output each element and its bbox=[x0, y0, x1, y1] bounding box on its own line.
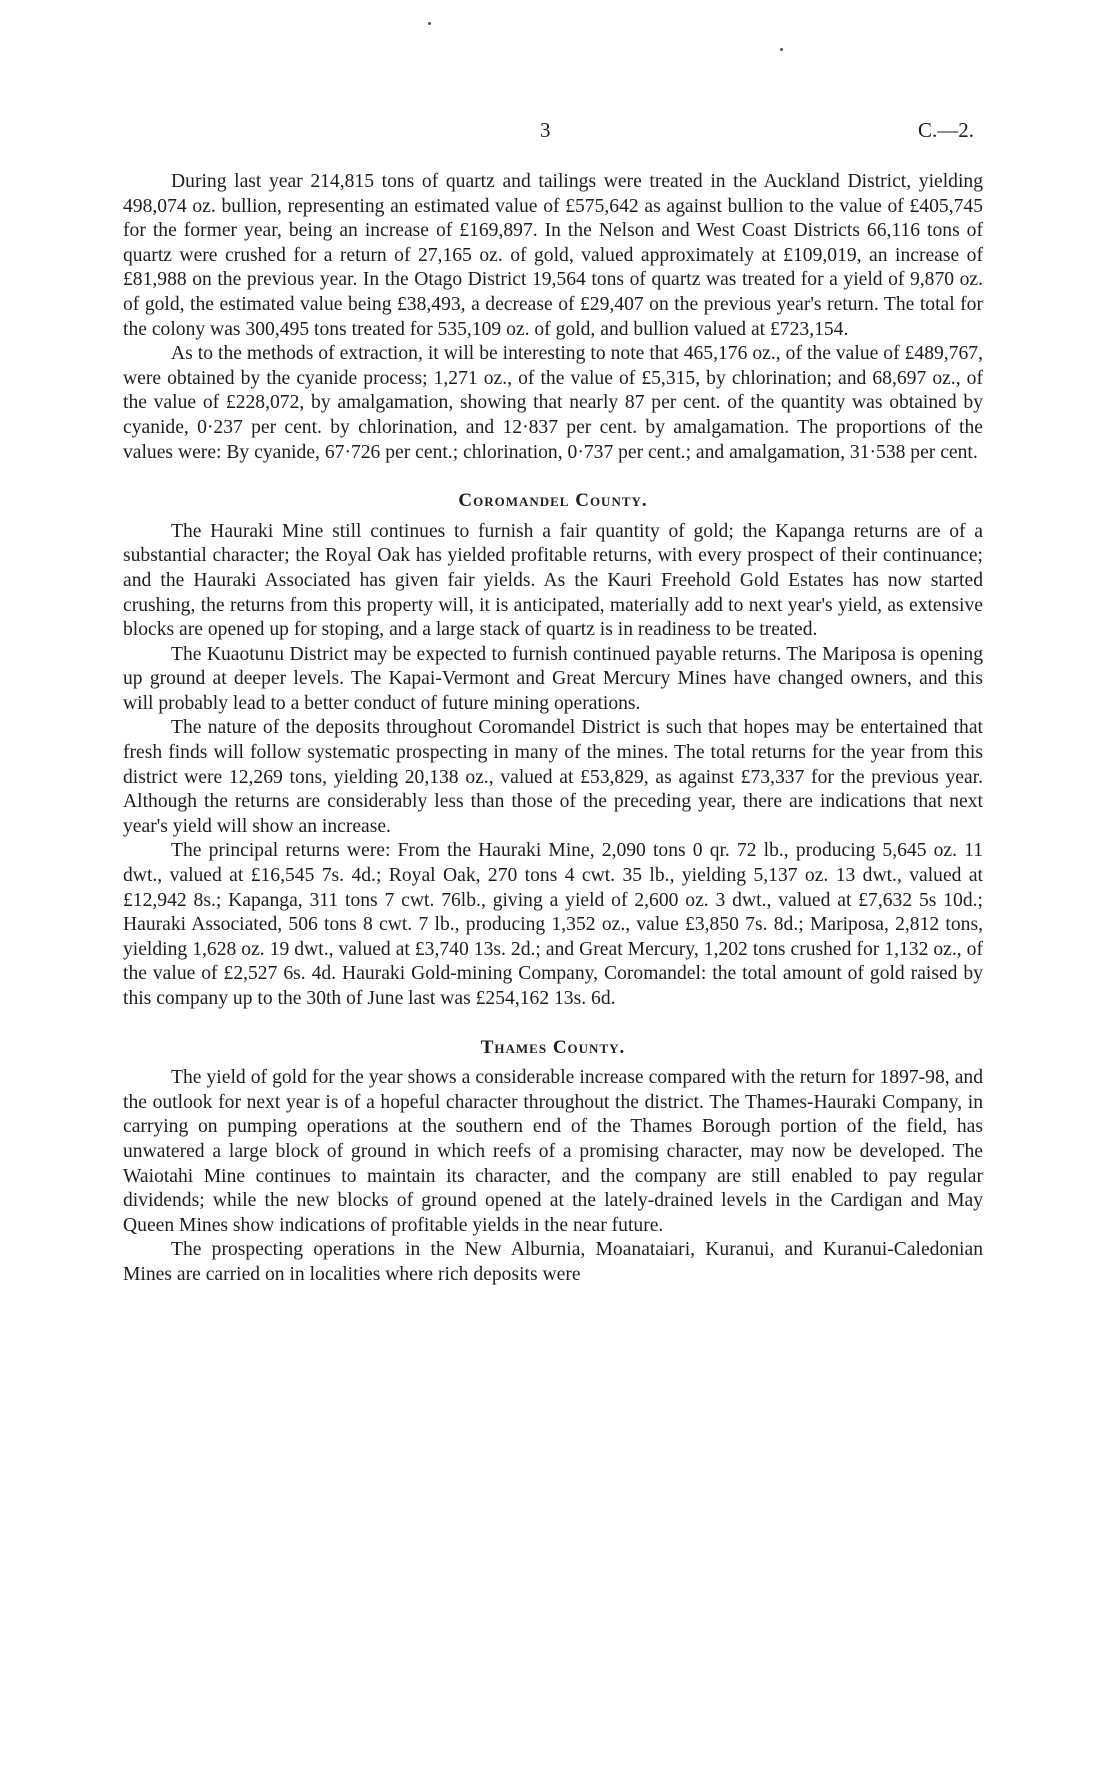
intro-paragraph-1: During last year 214,815 tons of quartz and tailings were treated in the Auckland District, yielding 498,074 oz. bullion, representing an estimated value of £575,642 as against bullion to the value of £405,745 for the former year, being an increase of £169,897. In the Nelson and West Coast Districts 66,116 tons of quartz were crushed for a return of 27,165 oz. of gold, valued approximately at £109,019, an increase of £81,988 on the previous year. In the Otago District 19,564 tons of quartz was treated for a yield of 9,870 oz. of gold, the estimated value being £38,493, a decrease of £29,407 on the previous year's return. The total for the colony was 300,495 tons treated for 535,109 oz. of gold, and bullion valued at £723,154. bbox=[123, 171, 983, 340]
intro-paragraph-2: As to the methods of extraction, it will be interesting to note that 465,176 oz., of the value of £489,767, were obtained by the cyanide process; 1,271 oz., of the value of £5,315, by chlorination; and 68,697 oz., of the value of £228,072, by amalgamation, showing that nearly 87 per cent. of the quantity was obtained by cyanide, 0·237 per cent. by chlorination, and 12·837 per cent. by amalgamation. The proportions of the values were: By cyanide, 67·726 per cent.; chlorination, 0·737 per cent.; and amalgamation, 31·538 per cent. bbox=[123, 343, 983, 463]
page-header bbox=[0, 118, 1114, 148]
document-reference: C.—2. bbox=[917, 118, 974, 142]
page-number: 3 bbox=[540, 118, 551, 142]
scan-speck bbox=[780, 48, 783, 51]
coromandel-paragraph-1: The Hauraki Mine still continues to furnish a fair quantity of gold; the Kapanga returns are of a substantial character; the Royal Oak has yielded profitable returns, with every prospect of their continuance; and the Hauraki Associated has given fair yields. As the Kauri Freehold Gold Estates has now started crushing, the returns from this property will, it is anticipated, materially add to next year's yield, as extensive blocks are opened up for stoping, and a large stack of quartz is in readiness to be treated. bbox=[123, 520, 983, 641]
coromandel-heading: Coromandel County. bbox=[458, 490, 648, 512]
coromandel-paragraph-4: The principal returns were: From the Hauraki Mine, 2,090 tons 0 qr. 72 lb., producing 5,645 oz. 11 dwt., valued at £16,545 7s. 4d.; Royal Oak, 270 tons 4 cwt. 35 lb., yielding 5,137 oz. 13 dwt., valued at £12,942 8s.; Kapanga, 311 tons 7 cwt. 76lb., giving a yield of 2,600 oz. 3 dwt., valued at £7,632 5s 10d.; Hauraki Associated, 506 tons 8 cwt. 7 lb., producing 1,352 oz., value £3,850 7s. 8d.; Mariposa, 2,812 tons, yielding 1,628 oz. 19 dwt., valued at £3,740 13s. 2d.; and Great Mercury, 1,202 tons crushed for 1,132 oz., of the value of £2,527 6s. 4d. Hauraki Gold-mining Company, Coromandel: the total amount of gold raised by this company up to the 30th of June last was £254,162 13s. 6d. bbox=[123, 840, 983, 1009]
body-text bbox=[123, 170, 983, 1288]
scan-speck bbox=[428, 22, 431, 25]
thames-paragraph-2: The prospecting operations in the New Alburnia, Moanataiari, Kuranui, and Kuranui-Caledonian Mines are carried on in localities where rich deposits were bbox=[123, 1239, 983, 1285]
thames-heading: Thames County. bbox=[480, 1036, 626, 1058]
coromandel-paragraph-3: The nature of the deposits throughout Coromandel District is such that hopes may be entertained that fresh finds will follow systematic prospecting in many of the mines. The total returns for the year from this district were 12,269 tons, yielding 20,138 oz., valued at £53,829, as against £73,337 for the previous year. Although the returns are considerably less than those of the preceding year, there are indications that next year's yield will show an increase. bbox=[123, 717, 983, 837]
coromandel-paragraph-2: The Kuaotunu District may be expected to furnish continued payable returns. The Mariposa is opening up ground at deeper levels. The Kapai-Vermont and Great Mercury Mines have changed owners, and this will probably lead to a better conduct of future mining operations. bbox=[123, 643, 983, 714]
thames-paragraph-1: The yield of gold for the year shows a considerable increase compared with the return for 1897-98, and the outlook for next year is of a hopeful character throughout the district. The Thames-Hauraki Company, in carrying on pumping operations at the southern end of the Thames Borough portion of the field, has unwatered a large block of ground in which reefs of a promising character, may now be developed. The Waiotahi Mine continues to maintain its character, and the company are still enabled to pay regular dividends; while the new blocks of ground opened at the lately-drained levels in the Cardigan and May Queen Mines show indications of profitable yields in the near future. bbox=[123, 1067, 983, 1236]
